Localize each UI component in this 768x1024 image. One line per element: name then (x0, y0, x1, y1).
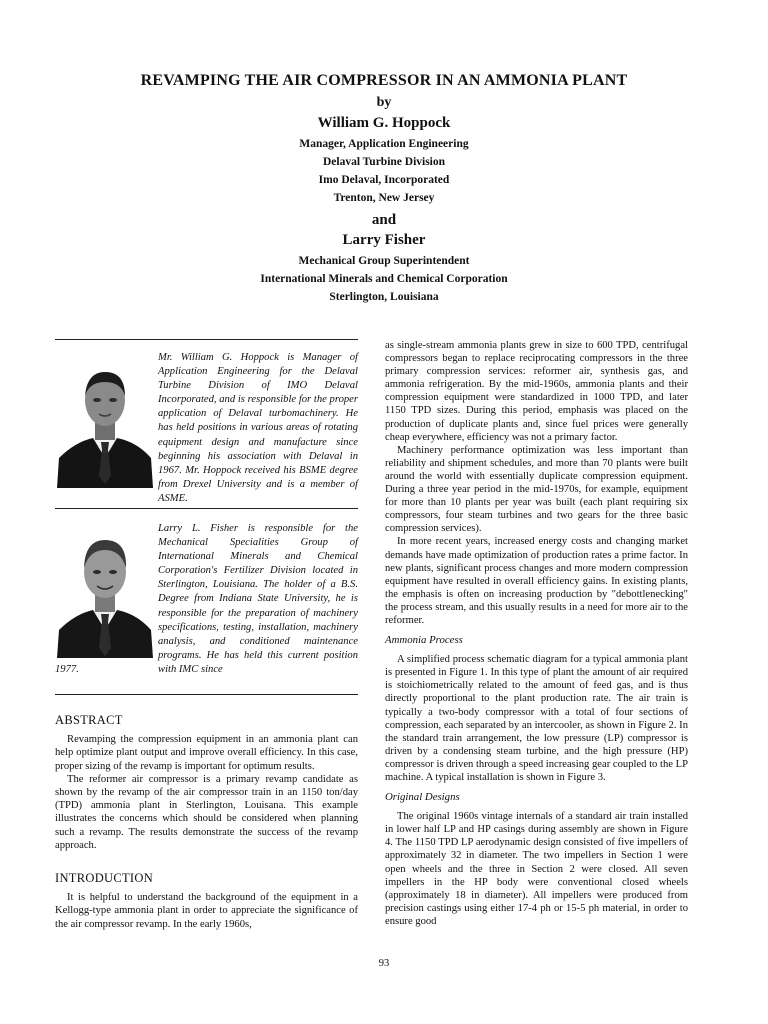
body-paragraph-3: In more recent years, increased energy costs and changing market demands have made optimization of production rates a prime factor. In new plants, significant process changes and more modern compression equipment have resulted in overall efficiency gains. In existing plants, the emphasis is often on increasing production by "debottlenecking" the process stream, and this usually results in a need for more air to the reformer. (385, 536, 688, 626)
by-label: by (376, 95, 392, 110)
body-paragraph-4: A simplified process schematic diagram for a typical ammonia plant is presented in Figure 1. In this type of plant the amount of air required is stoichiometrically related to the amount of feed gas, and is thus directly proportional to the plant production rate. The air train is typically a two-body compressor with a total of four sections of compression, each separated by an intercooler, as shown in Figure 2. In the standard train arrangement, the low pressure (LP) compressor is driven by a condensing steam turbine, and the high pressure (HP) compressor is driven through a speed increasing gear coupled to the LP machine. A typical installation is shown in Figure 3. (385, 654, 688, 783)
author-2-bio: Larry L. Fisher is responsible for the Mechanical Specialities Group of International Minerals and Chemical Corporation's Fertilizer Division located in Sterlington, Louisiana. The holder of a B.S. Degree from Indiana State University, he is responsible for the preparation of machinery specifications, testing, installation, machinery analysis, and conditioned maintenance programs. He has held this current position with IMC since (158, 523, 358, 675)
body-paragraph-2: Machinery performance optimization was less important than reliability and shipment schedules, and more than 70 plants were built around the world with essentially duplicate compression equipment. During a three year period in the mid-1970s, for example, equipment for more than 10 plants per year was built (each plant requiring six compressors, four steam turbines and two gears for the three basic compression services). (385, 444, 688, 535)
author-2-company: International Minerals and Chemical Corporation (260, 273, 508, 285)
abstract-paragraph-1: Revamping the compression equipment in an ammonia plant can help optimize plant output and improve overall efficiency. In this case, proper sizing of the revamp is important for optimum results. (55, 734, 358, 772)
original-designs-subheading: Original Designs (385, 791, 460, 804)
author-2-photo (55, 528, 155, 658)
bio-divider-rule (55, 508, 358, 509)
author-2-bio-tail: 1977. (55, 664, 79, 675)
ammonia-process-subheading: Ammonia Process (385, 634, 463, 647)
author-1-bio: Mr. William G. Hoppock is Manager of Application Engineering for the Delaval Turbine Division of IMO Delaval Incorporated, and is responsible for the proper application of Delaval turbomachinery. He has held positions in various areas of rotating equipment design and manufacture since beginning his association with Delaval in 1967. Mr. Hoppock received his BSME degree from Drexel University and is a member of ASME. (158, 352, 358, 504)
author-1-company: Imo Delaval, Incorporated (318, 174, 450, 186)
abstract-heading: ABSTRACT (55, 713, 123, 727)
paper-title: REVAMPING THE AIR COMPRESSOR IN AN AMMONIA PLANT (140, 72, 628, 89)
author-2-name: Larry Fisher (342, 232, 426, 248)
author-1-title: Manager, Application Engineering (299, 138, 469, 150)
right-column (385, 339, 688, 928)
bio-bottom-rule (55, 694, 358, 695)
author-2-title: Mechanical Group Superintendent (298, 255, 470, 267)
body-paragraph-5: The original 1960s vintage internals of a standard air train installed in lower half LP and HP casings during assembly are shown in Figure 4. The 1150 TPD LP aerodynamic design consisted of five impellers of approximately 32 in diameter. The two impellers in Section 1 were open wheels and the three in Section 2 were closed. All seven impellers in the HP body were conventional closed wheels (approximately 18 in diameter). All impellers were produced from precision castings using either 17-4 ph or 15-5 ph material, in order to ensure good (385, 811, 688, 927)
bio-top-rule (55, 339, 358, 340)
author-2-location: Sterlington, Louisiana (329, 291, 439, 303)
body-paragraph-1: as single-stream ammonia plants grew in size to 600 TPD, centrifugal compressors began to replace reciprocating compressors in the three primary compression services: reformer air, synthesis gas, and ammonia refrigeration. By the mid-1960s, ammonia plants and their compression equipment were standardized in 1000 TPD, and later 1150 TPD sizes. During this period, emphasis was placed on the production of duplicate plants and, since fuel prices were generally cheap everywhere, efficiency was not a primary factor. (385, 340, 688, 443)
author-1-division: Delaval Turbine Division (322, 156, 446, 168)
abstract-paragraph-2: The reformer air compressor is a primary revamp candidate as shown by the revamp of the air compressor train in an 1150 ton/day (TPD) ammonia plant in Sterlington, Louisana. This example illustrates the concerns which should be considered when planning such a revamp. The results demonstrate the success of the revamp approach. (55, 773, 358, 851)
page-number: 93 (378, 958, 390, 969)
introduction-paragraph-1: It is helpful to understand the background of the equipment in a Kellogg-type ammonia plant in order to appreciate the significance of the air compressor revamp. In the early 1960s, (55, 892, 358, 930)
author-1-photo (55, 358, 155, 488)
left-column (55, 714, 358, 931)
and-label: and (371, 212, 397, 228)
introduction-heading: INTRODUCTION (55, 871, 154, 886)
author-1-location: Trenton, New Jersey (333, 192, 435, 204)
author-1-name: William G. Hoppock (317, 115, 451, 131)
